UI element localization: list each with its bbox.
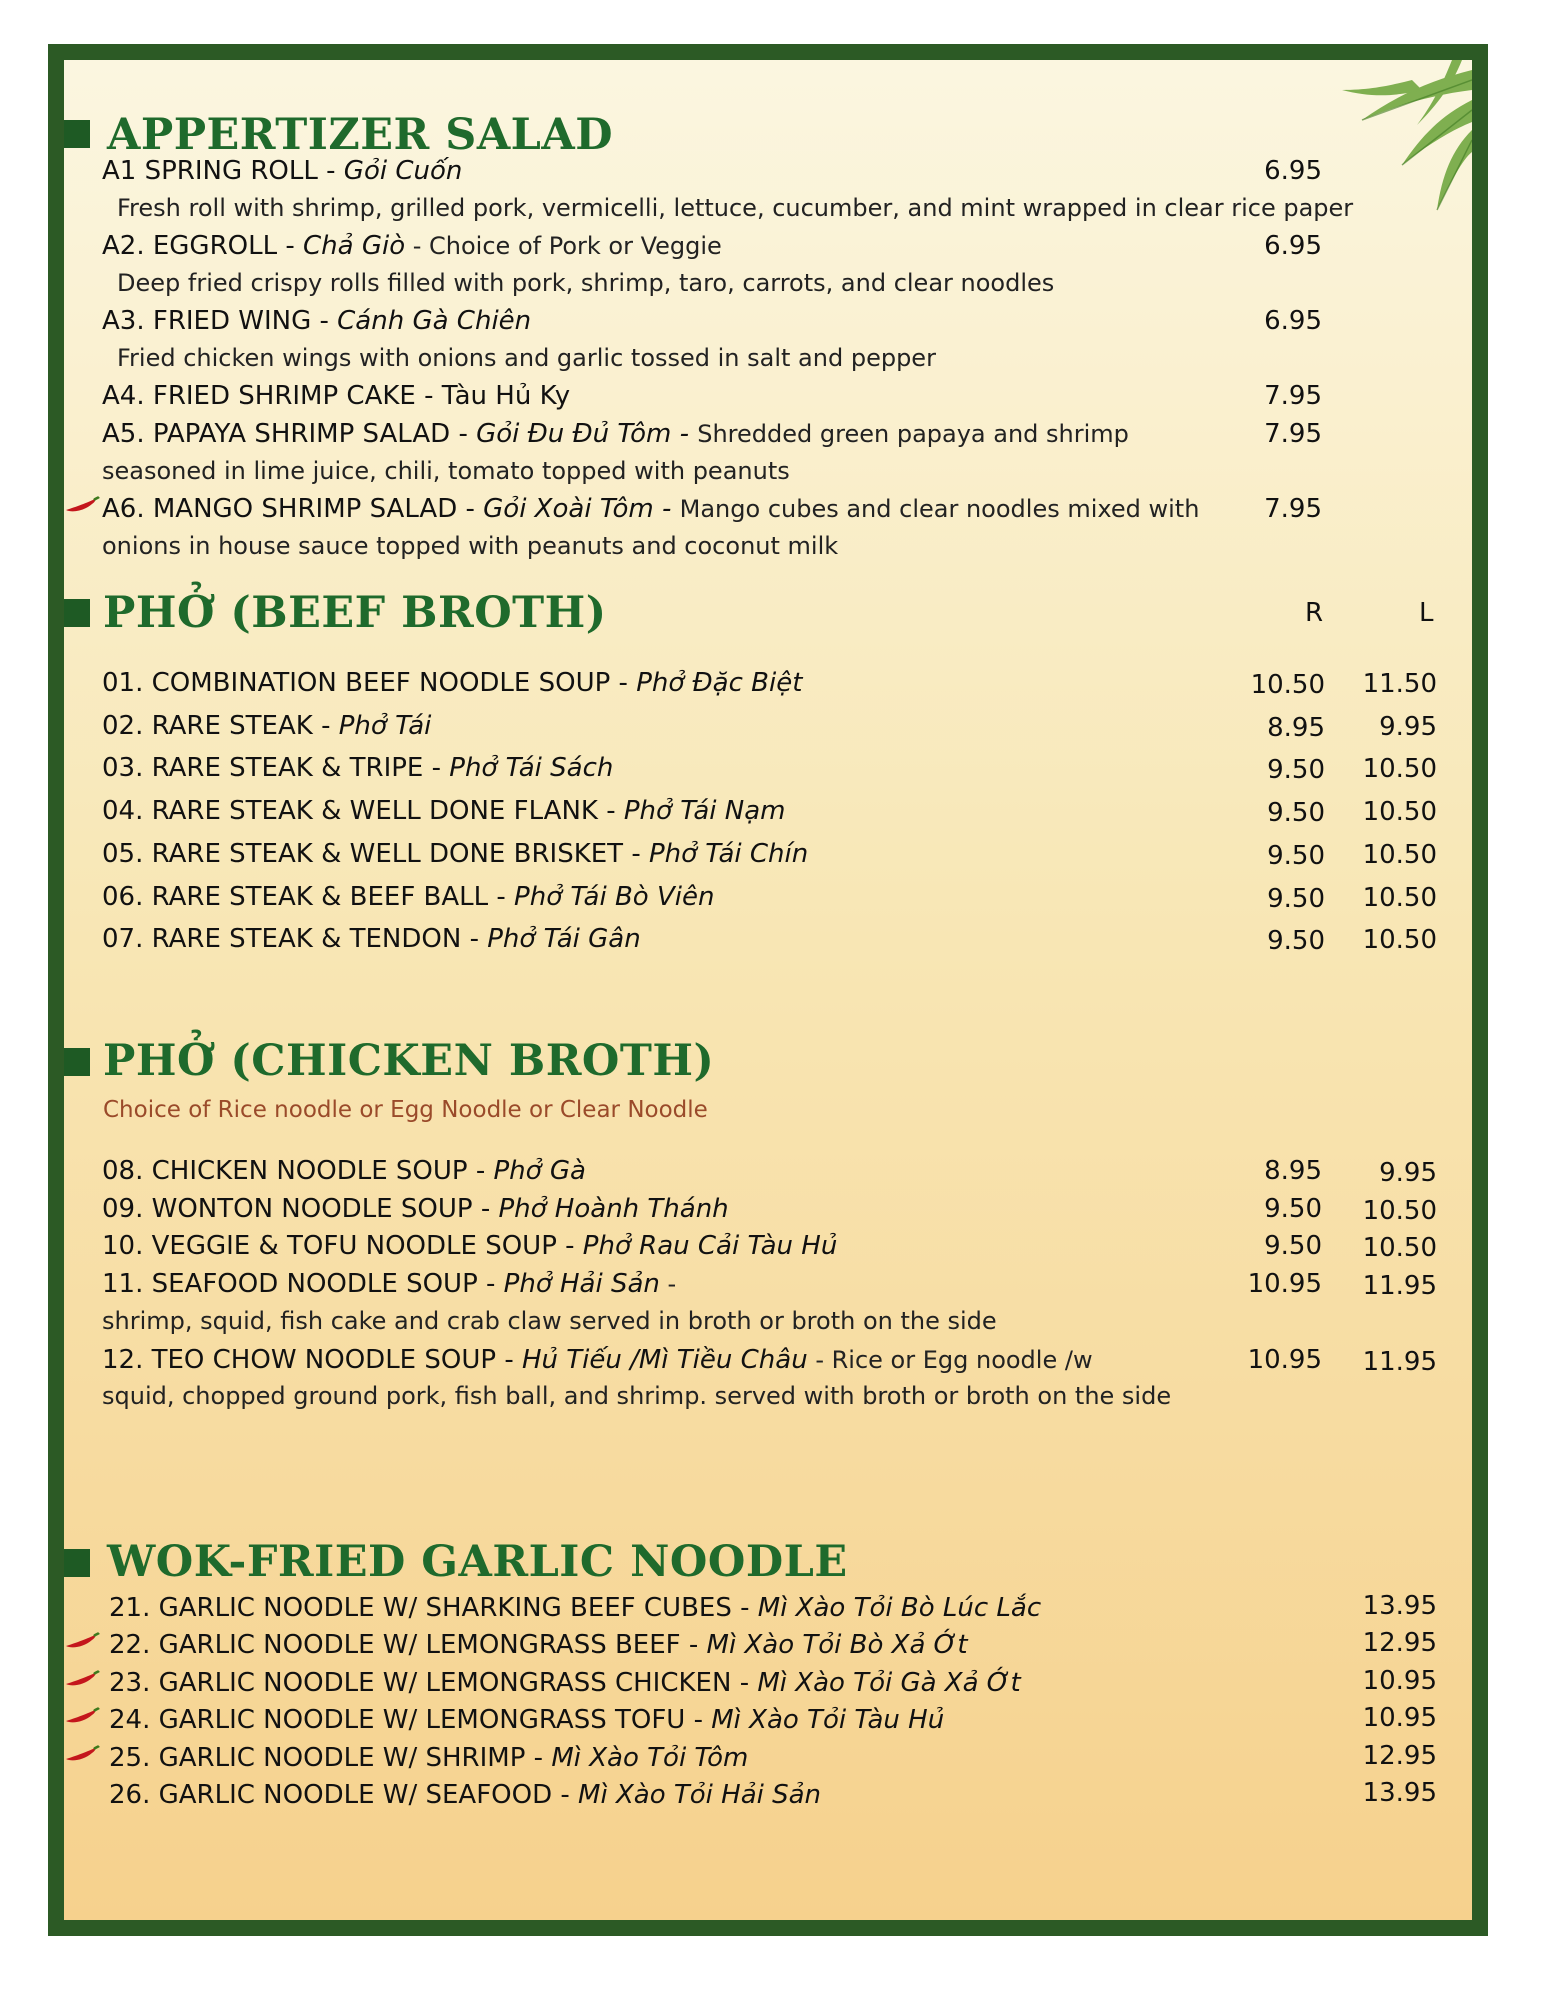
column-header-large: L — [1419, 598, 1434, 628]
item-vietnamese-name: Mì Xào Tỏi Hải Sản — [578, 1780, 822, 1810]
item-price: 6.95 — [1264, 156, 1322, 186]
section-title-wok-fried: WOK-FRIED GARLIC NOODLE — [107, 1537, 848, 1587]
price-regular: 9.50 — [1264, 1194, 1322, 1224]
price-large: 10.50 — [1362, 797, 1437, 827]
menu-item-title — [109, 1630, 968, 1660]
section-title-pho-beef: PHỞ (BEEF BROTH) — [103, 588, 607, 638]
menu-item-title — [102, 711, 431, 741]
item-name: 12. TEO CHOW NOODLE SOUP - — [102, 1345, 522, 1375]
menu-item-title — [102, 494, 1199, 524]
item-price: 12.95 — [1362, 1628, 1437, 1658]
item-name: 11. SEAFOOD NOODLE SOUP - — [102, 1269, 504, 1299]
item-vietnamese-name: Mì Xào Tỏi Tôm — [551, 1743, 749, 1773]
item-name: 01. COMBINATION BEEF NOODLE SOUP - — [102, 668, 637, 698]
item-vietnamese-name: Mì Xào Tỏi Gà Xả Ớt — [757, 1668, 1021, 1698]
chili-pepper-icon — [64, 1632, 100, 1650]
section-marker — [64, 120, 90, 148]
item-vietnamese-name: Mì Xào Tỏi Bò Xả Ớt — [706, 1630, 968, 1660]
chili-pepper-icon — [64, 496, 100, 514]
price-large: 10.50 — [1362, 925, 1437, 955]
menu-item-title — [102, 1156, 586, 1186]
item-vietnamese-name: Phở Tái Bò Viên — [514, 882, 715, 912]
item-vietnamese-name: Gỏi Xoài Tôm - — [483, 494, 680, 524]
price-large: 10.50 — [1362, 1233, 1437, 1263]
menu-item-title — [109, 1705, 944, 1735]
section-marker — [64, 1549, 90, 1577]
menu-item-title — [109, 1743, 748, 1773]
item-inline-description: - Rice or Egg noodle /w — [807, 1346, 1093, 1374]
menu-item-title — [102, 1269, 676, 1299]
chili-pepper-icon — [64, 1670, 100, 1688]
item-inline-description: - Choice of Pork or Veggie — [405, 232, 722, 260]
item-name: 06. RARE STEAK & BEEF BALL - — [102, 882, 515, 912]
item-name: 04. RARE STEAK & WELL DONE FLANK - — [102, 796, 624, 826]
price-regular: 8.95 — [1267, 713, 1325, 743]
item-name: 07. RARE STEAK & TENDON - — [102, 924, 488, 954]
item-vietnamese-name: Gỏi Đu Đủ Tôm - — [476, 419, 698, 449]
price-large: 10.50 — [1362, 754, 1437, 784]
item-vietnamese-name: Phở Tái Chín — [648, 839, 809, 869]
item-inline-description: Mango cubes and clear noodles mixed with — [679, 495, 1200, 523]
item-name: A6. MANGO SHRIMP SALAD - — [102, 494, 484, 524]
section-title-pho-chicken: PHỞ (CHICKEN BROTH) — [103, 1036, 715, 1086]
menu-page — [64, 60, 1472, 1920]
price-large: 11.95 — [1362, 1347, 1437, 1377]
item-description: Fried chicken wings with onions and garlic tossed in salt and pepper — [117, 344, 936, 372]
menu-item-title — [102, 839, 808, 869]
item-price: 13.95 — [1362, 1591, 1437, 1621]
item-name: A4. FRIED SHRIMP CAKE - Tàu Hủ Ky — [102, 381, 571, 411]
menu-item-title — [102, 1345, 1093, 1375]
menu-item-title — [102, 882, 714, 912]
price-large: 10.50 — [1362, 1196, 1437, 1226]
item-price: 13.95 — [1362, 1778, 1437, 1808]
price-regular: 9.50 — [1267, 798, 1325, 828]
menu-item-title — [102, 156, 462, 186]
section-marker — [64, 599, 90, 627]
item-vietnamese-name: Mì Xào Tỏi Tàu Hủ — [711, 1705, 945, 1735]
item-price: 10.95 — [1362, 1666, 1437, 1696]
item-description: squid, chopped ground pork, fish ball, and shrimp. served with broth or broth on the side — [102, 1382, 1172, 1410]
item-vietnamese-name: Phở Hải Sản — [503, 1269, 660, 1299]
menu-item-title — [109, 1668, 1021, 1698]
item-vietnamese-name: Mì Xào Tỏi Bò Lúc Lắc — [757, 1593, 1042, 1623]
price-regular: 9.50 — [1267, 926, 1325, 956]
price-regular: 9.50 — [1267, 884, 1325, 914]
item-vietnamese-name: Cánh Gà Chiên — [337, 306, 532, 336]
item-name: 02. RARE STEAK - — [102, 711, 339, 741]
price-regular: 10.95 — [1247, 1269, 1322, 1299]
column-header-regular: R — [1305, 598, 1324, 628]
item-price: 7.95 — [1264, 381, 1322, 411]
menu-item-title — [102, 796, 785, 826]
price-regular: 8.95 — [1264, 1156, 1322, 1186]
item-price: 6.95 — [1264, 231, 1322, 261]
menu-item-title — [102, 668, 802, 698]
item-vietnamese-name: Hủ Tiếu /Mì Tiều Châu — [521, 1345, 808, 1375]
price-large: 9.95 — [1379, 1158, 1437, 1188]
item-price: 12.95 — [1362, 1741, 1437, 1771]
price-large: 9.95 — [1379, 712, 1437, 742]
menu-item-title — [109, 1593, 1041, 1623]
menu-item-title — [102, 231, 722, 261]
menu-item-title — [102, 419, 1129, 449]
price-regular: 9.50 — [1267, 755, 1325, 785]
item-vietnamese-name: Gỏi Cuốn — [343, 156, 463, 186]
item-price: 7.95 — [1264, 419, 1322, 449]
item-price: 10.95 — [1362, 1703, 1437, 1733]
menu-item-title — [102, 306, 531, 336]
item-name: 09. WONTON NOODLE SOUP - — [102, 1194, 499, 1224]
section-marker — [64, 1048, 90, 1076]
item-vietnamese-name: Phở Tái Nạm — [623, 796, 786, 826]
price-regular: 10.95 — [1247, 1345, 1322, 1375]
item-vietnamese-name: Phở Đặc Biệt — [636, 668, 803, 698]
item-vietnamese-name: Phở Tái Gân — [487, 924, 641, 954]
item-name: 21. GARLIC NOODLE W/ SHARKING BEEF CUBES - — [109, 1593, 758, 1623]
menu-item-title — [102, 924, 641, 954]
item-vietnamese-name: Phở Gà — [493, 1156, 586, 1186]
chili-pepper-icon — [64, 1745, 100, 1763]
price-regular: 9.50 — [1267, 841, 1325, 871]
item-name: 10. VEGGIE & TOFU NOODLE SOUP - — [102, 1231, 583, 1261]
item-vietnamese-name: Chả Giò — [303, 231, 406, 261]
item-description: shrimp, squid, fish cake and crab claw served in broth or broth on the side — [102, 1307, 997, 1335]
section-title-appetizer: APPERTIZER SALAD — [107, 110, 614, 160]
item-name: 24. GARLIC NOODLE W/ LEMONGRASS TOFU - — [109, 1705, 712, 1735]
item-vietnamese-name: Phở Tái Sách — [449, 753, 614, 783]
item-name: A1 SPRING ROLL - — [102, 156, 344, 186]
price-large: 11.50 — [1362, 669, 1437, 699]
menu-frame — [48, 44, 1488, 1936]
item-name: 22. GARLIC NOODLE W/ LEMONGRASS BEEF - — [109, 1630, 707, 1660]
item-price: 6.95 — [1264, 306, 1322, 336]
menu-item-title — [102, 1194, 729, 1224]
item-name: 03. RARE STEAK & TRIPE - — [102, 753, 450, 783]
item-name: 26. GARLIC NOODLE W/ SEAFOOD - — [109, 1780, 579, 1810]
price-large: 10.50 — [1362, 840, 1437, 870]
item-name: 25. GARLIC NOODLE W/ SHRIMP - — [109, 1743, 552, 1773]
item-vietnamese-name: Phở Rau Cải Tàu Hủ — [582, 1231, 838, 1261]
item-vietnamese-name: Phở Tái — [338, 711, 432, 741]
chili-pepper-icon — [64, 1707, 100, 1725]
noodle-choice-note: Choice of Rice noodle or Egg Noodle or Clear Noodle — [103, 1097, 708, 1123]
item-name: 23. GARLIC NOODLE W/ LEMONGRASS CHICKEN - — [109, 1668, 758, 1698]
price-regular: 10.50 — [1250, 670, 1325, 700]
item-description: Deep fried crispy rolls filled with pork, shrimp, taro, carrots, and clear noodles — [117, 269, 1055, 297]
item-name: A3. FRIED WING - — [102, 306, 338, 336]
item-name: A2. EGGROLL - — [102, 231, 303, 261]
menu-item-title — [102, 1231, 837, 1261]
price-regular: 9.50 — [1264, 1231, 1322, 1261]
menu-item-title — [102, 381, 570, 411]
menu-item-title — [109, 1780, 821, 1810]
item-price: 7.95 — [1264, 494, 1322, 524]
item-description: seasoned in lime juice, chili, tomato topped with peanuts — [102, 457, 790, 485]
item-name: 05. RARE STEAK & WELL DONE BRISKET - — [102, 839, 649, 869]
item-name: 08. CHICKEN NOODLE SOUP - — [102, 1156, 494, 1186]
item-inline-description: - — [659, 1270, 677, 1298]
item-description: Fresh roll with shrimp, grilled pork, vermicelli, lettuce, cucumber, and mint wrapped in clear rice paper — [117, 194, 1354, 222]
item-description: onions in house sauce topped with peanuts and coconut milk — [102, 532, 839, 560]
menu-item-title — [102, 753, 613, 783]
price-large: 11.95 — [1362, 1271, 1437, 1301]
price-large: 10.50 — [1362, 883, 1437, 913]
item-name: A5. PAPAYA SHRIMP SALAD - — [102, 419, 477, 449]
item-inline-description: Shredded green papaya and shrimp — [697, 420, 1129, 448]
item-vietnamese-name: Phở Hoành Thánh — [498, 1194, 729, 1224]
